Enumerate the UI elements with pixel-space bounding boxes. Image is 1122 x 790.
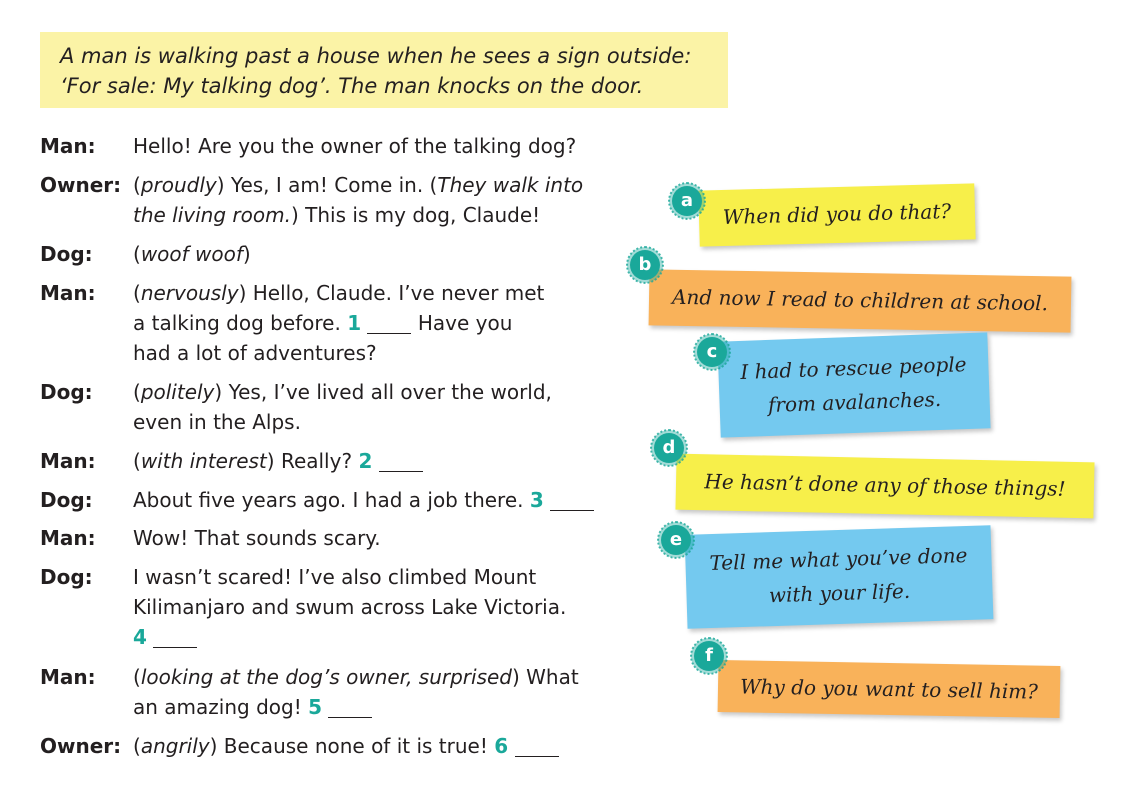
dialogue-line: had a lot of adventures? xyxy=(133,341,377,365)
speaker-label: Dog: xyxy=(40,242,93,266)
gap-number: 3 xyxy=(529,488,544,512)
speaker-label: Man: xyxy=(40,526,96,550)
dialogue-line xyxy=(133,622,197,652)
dialogue-line: the living room.) This is my dog, Claude! xyxy=(133,203,541,227)
dialogue-line: (looking at the dog’s owner, surprised) What xyxy=(133,665,579,689)
speaker-label: Owner: xyxy=(40,173,122,197)
dialogue-line: even in the Alps. xyxy=(133,410,301,434)
intro-line-1: A man is walking past a house when he sees a sign outside: xyxy=(60,44,692,68)
answer-blank[interactable] xyxy=(328,693,372,718)
answer-blank[interactable] xyxy=(515,732,559,757)
speaker-label: Man: xyxy=(40,281,96,305)
note-letter-badge: d xyxy=(654,433,684,463)
dialogue-line: an amazing dog! 5 xyxy=(133,692,372,722)
speaker-label: Man: xyxy=(40,134,96,158)
answer-blank[interactable] xyxy=(153,623,197,648)
intro-line-2: ‘For sale: My talking dog’. The man knocks on the door. xyxy=(60,74,644,98)
speaker-label: Owner: xyxy=(40,734,122,758)
dialogue-line: Wow! That sounds scary. xyxy=(133,526,381,550)
speaker-label: Dog: xyxy=(40,380,93,404)
speaker-label: Man: xyxy=(40,449,96,473)
dialogue-line: Hello! Are you the owner of the talking dog? xyxy=(133,134,577,158)
note-letter-badge: c xyxy=(697,337,727,367)
note-letter-badge: a xyxy=(672,186,702,216)
answer-note-e[interactable]: Tell me what you’ve done with your life. xyxy=(685,525,994,629)
dialogue-line: (nervously) Hello, Claude. I’ve never met xyxy=(133,281,545,305)
gap-number: 5 xyxy=(308,695,322,719)
answer-blank[interactable] xyxy=(367,309,411,334)
dialogue-line: (woof woof) xyxy=(133,242,251,266)
answer-note-a[interactable]: When did you do that? xyxy=(698,183,975,246)
dialogue-line: About five years ago. I had a job there. 3 xyxy=(133,485,594,515)
note-letter-badge: b xyxy=(630,250,660,280)
answer-note-c[interactable]: I had to rescue people from avalanches. xyxy=(717,332,990,437)
speaker-label: Dog: xyxy=(40,565,93,589)
dialogue-line: (politely) Yes, I’ve lived all over the world, xyxy=(133,380,552,404)
gap-number: 2 xyxy=(358,449,373,473)
answer-note-b[interactable]: And now I read to children at school. xyxy=(649,269,1072,332)
dialogue-line: Kilimanjaro and swum across Lake Victoria. xyxy=(133,595,567,619)
dialogue-line: (proudly) Yes, I am! Come in. (They walk into xyxy=(133,173,584,197)
speaker-label: Dog: xyxy=(40,488,93,512)
speaker-label: Man: xyxy=(40,665,96,689)
answer-blank[interactable] xyxy=(379,447,423,472)
note-letter-badge: e xyxy=(661,525,691,555)
note-letter-badge: f xyxy=(694,641,724,671)
gap-number: 4 xyxy=(133,625,147,649)
answer-blank[interactable] xyxy=(550,486,594,511)
dialogue-line: (with interest) Really? 2 xyxy=(133,446,423,476)
answer-note-d[interactable]: He hasn’t done any of those things! xyxy=(675,454,1094,519)
dialogue-line: (angrily) Because none of it is true! 6 xyxy=(133,731,559,761)
gap-number: 6 xyxy=(494,734,509,758)
dialogue-line: a talking dog before. 1 Have you xyxy=(133,311,513,335)
dialogue-line: I wasn’t scared! I’ve also climbed Mount xyxy=(133,565,537,589)
intro-box xyxy=(40,32,728,108)
gap-number: 1 xyxy=(347,311,362,335)
answer-note-f[interactable]: Why do you want to sell him? xyxy=(718,660,1061,718)
